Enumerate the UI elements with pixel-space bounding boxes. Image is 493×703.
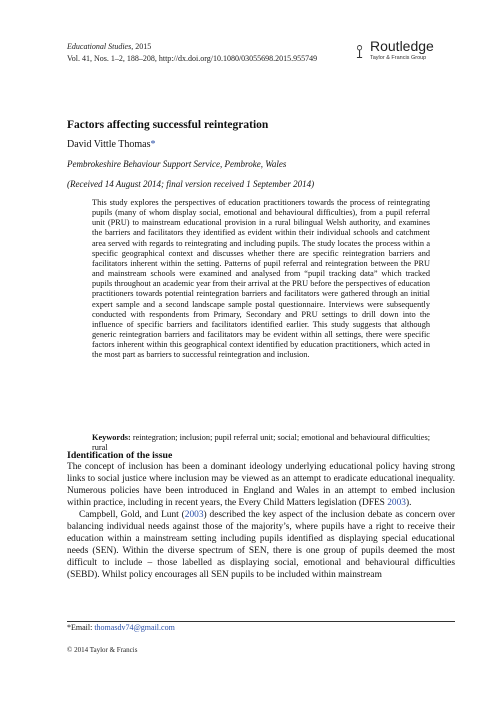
copyright: © 2014 Taylor & Francis [67, 646, 138, 654]
paragraph-1: The concept of inclusion has been a dominant ideology underlying educational policy having strong links to social justice where inclusion may be viewed as an attempt to eradicate educational inequality. Numerous policies have been introduced in England and Wales in an attempt to embed inclusion within practice, including in recent years, the Every Child Matters legislation (DFES 2003). [67, 462, 455, 508]
journal-citation[interactable]: Vol. 41, Nos. 1–2, 188–208, http://dx.doi.org/10.1080/03055698.2015.955749 [67, 54, 318, 63]
citation-link-campbell[interactable]: 2003 [184, 510, 204, 520]
received-dates: (Received 14 August 2014; final version received 1 September 2014) [67, 179, 315, 189]
routledge-logo-icon: ⟟ [356, 41, 364, 63]
email-label: *Email: [67, 623, 95, 632]
citation-link-dfes[interactable]: 2003 [387, 498, 406, 508]
journal-name: Educational Studies [67, 42, 132, 51]
author-name: David Vittle Thomas [67, 139, 151, 150]
email-link[interactable]: thomasdv74@gmail.com [94, 623, 175, 632]
routledge-logo [356, 37, 476, 69]
logo-group: Taylor & Francis Group [370, 55, 427, 61]
footnote-rule [67, 621, 455, 622]
article-title: Factors affecting successful reintegration [67, 119, 269, 131]
author-footnote-marker[interactable]: * [150, 139, 156, 150]
keywords-label: Keywords: [92, 433, 131, 442]
journal-year: , 2015 [131, 42, 152, 51]
section-heading: Identification of the issue [67, 450, 173, 461]
logo-brand: Routledge [370, 38, 434, 54]
journal-header [67, 41, 317, 65]
paragraph-2: Campbell, Gold, and Lunt (2003) described the key aspect of the inclusion debate as concern over balancing individual needs against those of the majority’s, where pupils have a right to receive their education within a mainstream setting including pupils identified as displaying special educational needs (SEN). Within the diverse spectrum of SEN, there is one group of pupils deemed the most difficult to include – those labelled as displaying social, emotional and behavioural difficulties (SEBD). Whilst policy encourages all SEN pupils to be included within mainstream [67, 510, 455, 580]
author-affiliation: Pembrokeshire Behaviour Support Service, Pembroke, Wales [67, 159, 287, 169]
footnote-email [67, 623, 175, 632]
abstract: This study explores the perspectives of education practitioners towards the process of reintegrating pupils (many of whom display social, emotional and behavioural difficulties), from a pupil referral unit (PRU) to mainstream educational provision in a rural bilingual Welsh authority, and examines the barriers and facilitators they identified as evident within their individual schools and catchment area served with regards to reintegrating and including pupils. The study locates the process within a specific geographical context and discusses whether there are specific reintegration barriers and facilitators inherent within the setting. Patterns of pupil referral and reintegration between the PRU and mainstream schools were examined and analysed from “pupil tracking data” which tracked pupils throughout an academic year from their arrival at the PRU before the perspectives of education practitioners towards potential reintegration barriers and facilitators were gathered through an initial expert sample and a second landscape sample postal questionnaire. Interviews were subsequently conducted with respondents from Primary, Secondary and PRU settings to drill down into the influence of specific barriers and facilitators identified earlier. This study suggests that although generic reintegration barriers and facilitators may be evident within all settings, there were specific factors inherent within this geographical context identified by education practitioners, which acted in the most part as barriers to successful reintegration and inclusion. [92, 198, 430, 360]
keywords-list: reintegration; inclusion; pupil referral unit; social; emotional and behavioural difficulties; rural [92, 433, 431, 453]
article-author [67, 139, 155, 150]
section-body [67, 461, 455, 581]
